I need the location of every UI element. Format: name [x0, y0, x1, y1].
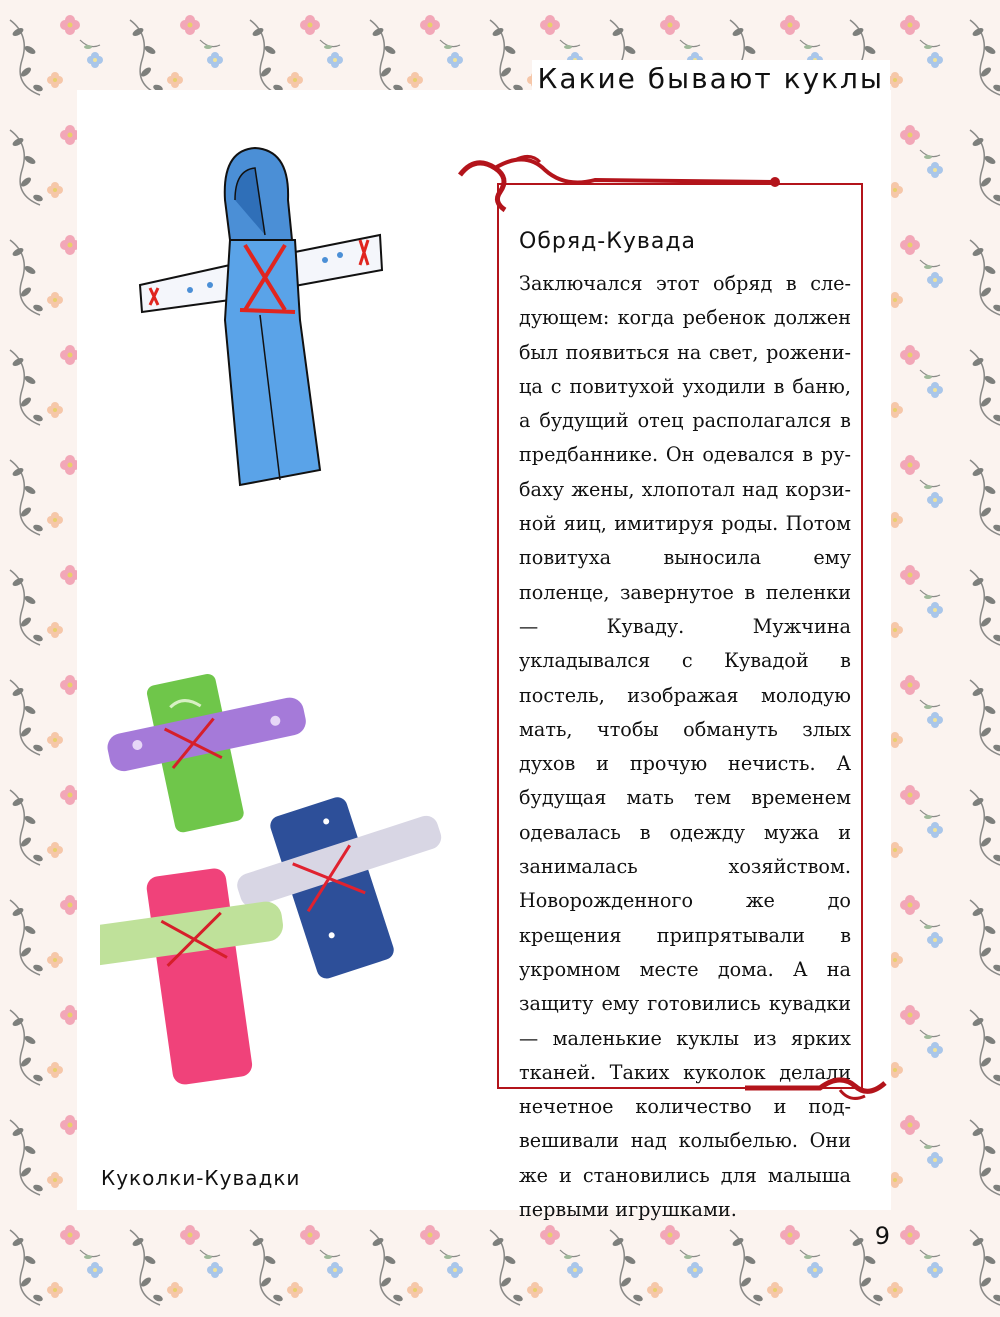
ritual-body-text: Заключался этот обряд в следующем: когда ребенок должен был появиться на свет, роженица с повитухой уходили в баню, а будущий отец располагался в предбаннике. Он одевался в рубаху жены, хлопотал над корзиной яиц, имитируя роды. Потом повитуха выносила ему поленце, завернутое в пеленки — Куваду. Мужчина укладывался с Кувадой в постель, изображая молодую мать, чтобы обмануть злых духов и прочую нечисть. А будущая мать тем временем одевалась в одежду мужа и занималась хозяйством. Новорожденного же до крещения припрятывали в укромном месте дома. А на защиту ему готовились кувадки — маленькие куклы из ярких тканей. Таких куколок делали нечетное количество и подвешивали над колыбелью. Они же и становились для малыша первыми игрушками.	[519, 272, 851, 1222]
page-number: 9	[874, 1222, 890, 1250]
ritual-text-box	[497, 183, 863, 1222]
ritual-title: Обряд-Кувада	[519, 229, 697, 254]
running-header: Какие бывают куклы	[532, 60, 891, 97]
kuvadki-dolls-photo	[100, 660, 480, 1100]
top-ornament-icon	[455, 150, 785, 220]
painted-doll-illustration	[130, 140, 390, 510]
bottom-ornament-icon	[740, 1068, 890, 1108]
photo-caption: Куколки-Кувадки	[101, 1166, 301, 1190]
